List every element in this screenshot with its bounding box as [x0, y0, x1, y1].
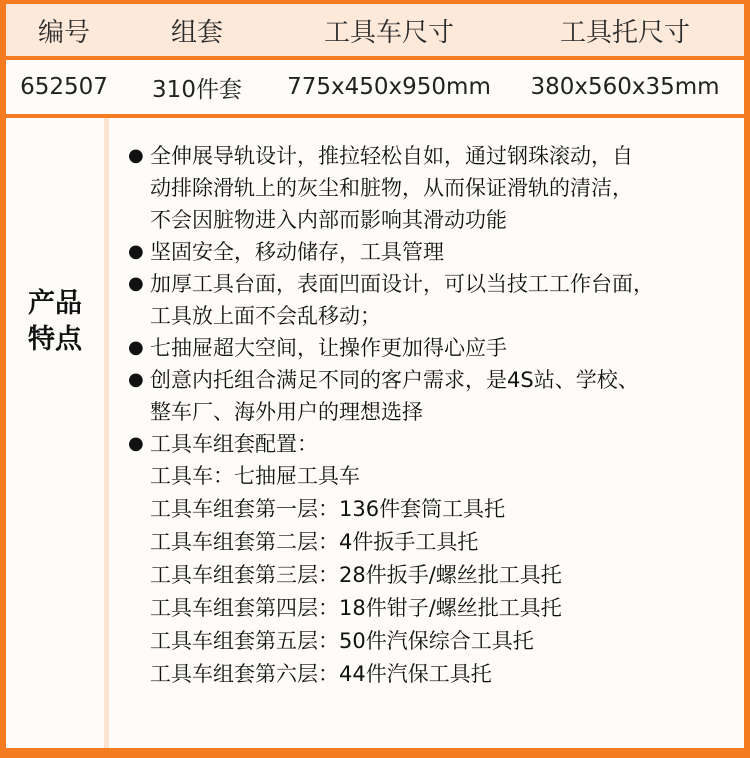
- config-line: 工具车组套第六层：44件汽保工具托: [150, 662, 492, 686]
- config-line: 工具车：七抽屉工具车: [150, 464, 360, 488]
- bullet-icon: ●: [128, 145, 144, 166]
- value-cart-size: 775x450x950mm: [287, 74, 491, 100]
- header-tray-size: 工具托尺寸: [559, 17, 690, 48]
- feature-text: 七抽屉超大空间，让操作更加得心应手: [150, 336, 507, 360]
- features-label-line: 特点: [28, 324, 82, 355]
- feature-text: 工具放上面不会乱移动；: [150, 304, 381, 328]
- feature-text: 坚固安全，移动储存，工具管理: [150, 240, 444, 264]
- features-label-column: [6, 118, 109, 748]
- table-value-row: [6, 60, 744, 114]
- config-line: 工具车组套第一层：136件套筒工具托: [150, 497, 506, 521]
- header-cart-size: 工具车尺寸: [323, 17, 454, 48]
- config-line: 工具车组套第二层：4件扳手工具托: [150, 530, 479, 554]
- value-set: 310件套: [152, 76, 242, 103]
- feature-text: 创意内托组合满足不同的客户需求，是4S站、学校、: [150, 368, 639, 392]
- features-label-line: 产品: [28, 288, 82, 319]
- bullet-icon: ●: [128, 337, 144, 358]
- feature-text: 动排除滑轨上的灰尘和脏物，从而保证滑轨的清洁，: [150, 176, 633, 200]
- bullet-icon: ●: [128, 369, 144, 390]
- table-header-row: [6, 4, 744, 56]
- value-code: 652507: [20, 74, 108, 100]
- list-item: [126, 332, 736, 364]
- feature-text: 整车厂、海外用户的理想选择: [150, 400, 423, 424]
- feature-text: 加厚工具台面，表面凹面设计，可以当技工工作台面，: [150, 272, 654, 296]
- bullet-icon: ●: [128, 241, 144, 262]
- header-set: 组套: [170, 17, 223, 48]
- feature-text: 全伸展导轨设计，推拉轻松自如，通过钢珠滚动，自: [150, 144, 633, 168]
- value-tray-size: 380x560x35mm: [530, 74, 720, 100]
- feature-text: 不会因脏物进入内部而影响其滑动功能: [150, 208, 507, 232]
- config-line: 工具车组套第五层：50件汽保综合工具托: [150, 629, 534, 653]
- bullet-icon: ●: [128, 273, 144, 294]
- feature-text: 工具车组套配置：: [150, 432, 318, 456]
- features-row: [6, 118, 744, 748]
- list-item: [126, 140, 736, 236]
- list-item: [126, 428, 736, 460]
- list-item: [126, 268, 736, 332]
- list-item: [126, 364, 736, 428]
- features-label: [6, 286, 104, 358]
- features-list: [126, 140, 736, 691]
- config-line: 工具车组套第四层：18件钳子/螺丝批工具托: [150, 596, 562, 620]
- bullet-icon: ●: [128, 433, 144, 454]
- header-code: 编号: [37, 17, 90, 48]
- config-list: [126, 460, 736, 691]
- list-item: [126, 236, 736, 268]
- config-line: 工具车组套第三层：28件扳手/螺丝批工具托: [150, 563, 562, 587]
